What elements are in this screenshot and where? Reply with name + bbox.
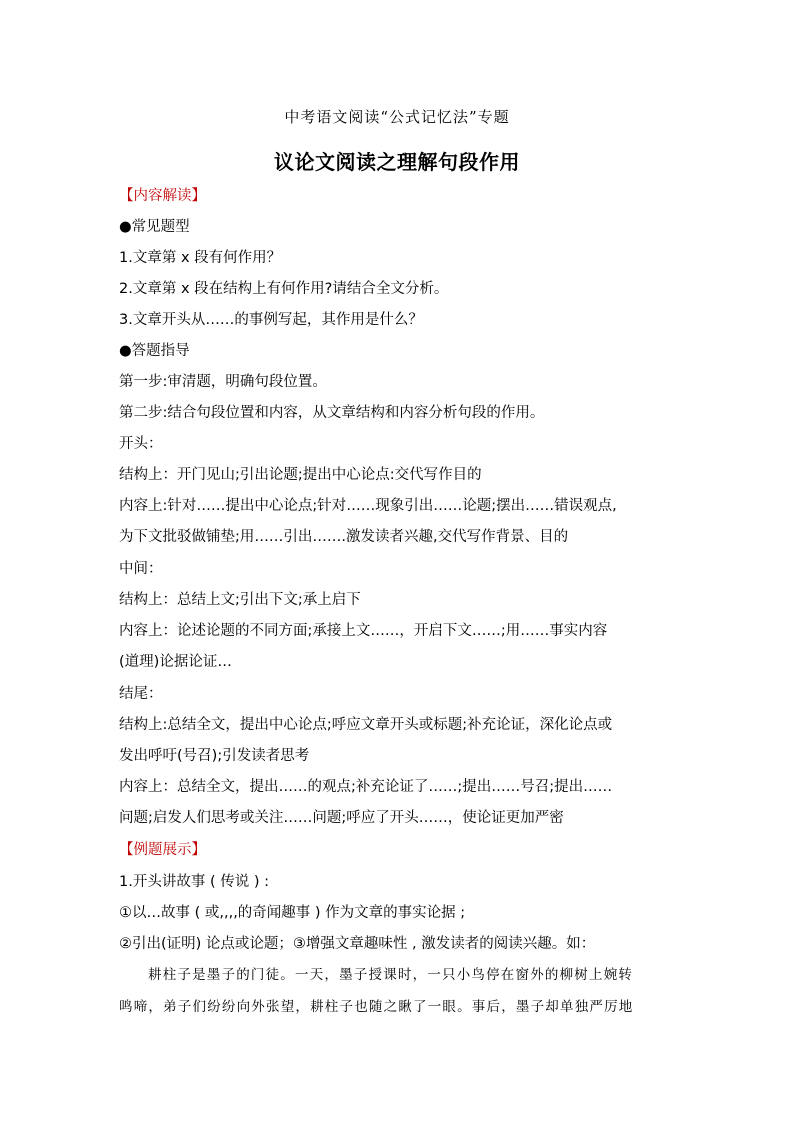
document-subtitle: 中考语文阅读“公式记忆法”专题	[284, 108, 510, 126]
ending-structure-line-2: 发出呼吁(号召);引发读者思考	[119, 748, 310, 764]
answer-guide-heading: ●答题指导	[119, 343, 190, 359]
step-1: 第一步:审清题，明确句段位置。	[119, 374, 327, 390]
question-type-1: 1.文章第 x 段有何作用？	[119, 250, 282, 266]
opening-content-line-1: 内容上:针对……提出中心论点;针对……现象引出……论题;摆出……错误观点,	[119, 498, 617, 514]
middle-structure: 结构上：总结上文;引出下文;承上启下	[119, 592, 361, 608]
example-passage-line-2: 鸣啼，弟子们纷纷向外张望，耕柱子也随之瞅了一眼。事后，墨子却单独严厉地	[119, 999, 634, 1015]
ending-label: 结尾：	[119, 686, 163, 702]
example-item-2: ①以…故事 ( 或,,,,的奇闻趣事 ) 作为文章的事实论据 ;	[119, 905, 466, 921]
ending-content-line-2: 问题;启发人们思考或关注……问题;呼应了开头……，使论证更加严密	[119, 810, 564, 826]
ending-structure-line-1: 结构上:总结全文，提出中心论点;呼应文章开头或标题;补充论证，深化论点或	[119, 717, 613, 733]
step-2: 第二步:结合句段位置和内容，从文章结构和内容分析句段的作用。	[119, 405, 545, 421]
section-heading-examples: 【例题展示】	[119, 842, 206, 858]
opening-content-line-2: 为下文批驳做铺垫;用……引出…….激发读者兴趣,交代写作背景、目的	[119, 529, 569, 545]
ending-content-line-1: 内容上：总结全文，提出……的观点;补充论证了……;提出……号召;提出……	[119, 779, 613, 795]
document-title: 议论文阅读之理解句段作用	[274, 150, 520, 174]
middle-label: 中间：	[119, 561, 163, 577]
middle-content-line-1: 内容上：论述论题的不同方面;承接上文……，开启下文……;用……事实内容	[119, 623, 608, 639]
example-item-1: 1.开头讲故事 ( 传说 ) :	[119, 874, 269, 890]
example-passage-line-1: 耕柱子是墨子的门徒。一天，墨子授课时，一只小鸟停在窗外的柳树上婉转	[148, 967, 634, 983]
section-heading-content: 【内容解读】	[119, 188, 206, 204]
question-type-2: 2.文章第 x 段在结构上有何作用?请结合全文分析。	[119, 281, 449, 297]
middle-content-line-2: (道理)论据论证…	[119, 654, 232, 670]
common-question-types-heading: ●常见题型	[119, 219, 190, 235]
opening-label: 开头：	[119, 436, 163, 452]
opening-structure: 结构上：开门见山;引出论题;提出中心论点:交代写作目的	[119, 467, 482, 483]
question-type-3: 3.文章开头从……的事例写起，其作用是什么？	[119, 312, 423, 328]
example-item-3: ②引出(证明) 论点或论题；③增强文章趣味性 , 激发读者的阅读兴趣。如：	[119, 936, 596, 952]
